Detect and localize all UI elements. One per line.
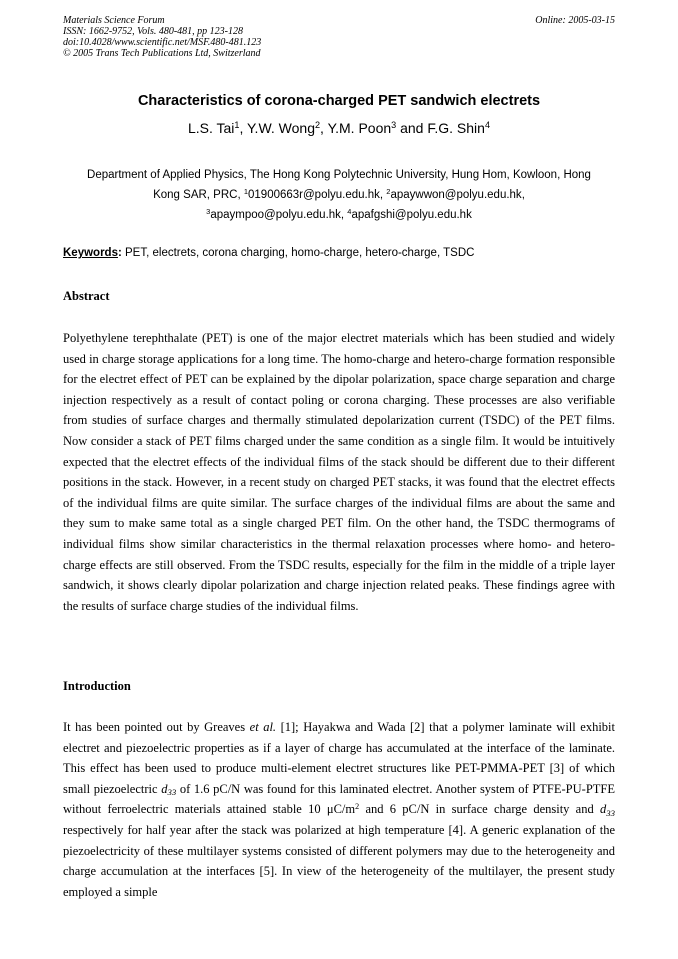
affiliation-text: Kong SAR, PRC, [153, 189, 244, 201]
intro-text: [1]; Hayakwa and Wada [2] that a polymer laminate will exhibit electret and piezoelectric properties as if a layer of charge has accumulated at the interface of the laminate. This effect has been used to produce multi-element electret structures like PET-PMMA-PET [3] of which small piezoelectric [63, 720, 616, 796]
intro-text: respectively for half year after the stack was polarized at high temperature [4]. A generic explanation of the piezoelectricity of these multilayer systems consisted of different polymers may due to the heterogeneity and charge accumulation at the interfaces [5]. In view of the heterogeneity of the multilayer, the present study employed a simple [63, 822, 615, 899]
author-affil-mark: 2 [314, 120, 321, 131]
abstract-text: Polyethylene terephthalate (PET) is one of the major electret materials which has been studied and widely used in charge storage applications for a long time. The homo-charge and hetero-charge formation responsible for the electret effect of PET can be explained by the dipolar polarization, space charge separation and charge injection respectively as a result of contact poling or corona charging. These processes are also verifiable from studies of surface charges and thermally stimulated depolarization current (TSDC) of the PET films. Now consider a stack of PET films charged under the same condition as a single film. It would be intuitively expected that the electret effects of the individual films of the stack should be different due to their different positions in the stack. However, in a recent study on charged PET stacks, it was found that the electret effects of the individual films are quite similar. The surface charges of the individual films are about the same and they sum to make same total as a single charged PET film. On the other hand, the TSDC thermograms of individual films show similar characteristics in the thermal relaxation processes where homo- and hetero- charge effects are still observed. From the TSDC results, especially for the film in the middle of a triple layer sandwich, it shows clearly dipolar polarization and charge injection related peaks. These findings agree with the results of surface charge studies of the individual films. [63, 331, 615, 613]
author-separator: , [320, 120, 328, 136]
journal-header [63, 15, 261, 59]
author-separator: , [239, 120, 248, 136]
email-mark: 2 [386, 187, 391, 197]
keywords-text: PET, electrets, corona charging, homo-charge, hetero-charge, TSDC [121, 247, 475, 259]
journal-doi: doi:10.4028/www.scientific.net/MSF.480-481.123 [63, 37, 262, 48]
email-mark: 3 [206, 207, 211, 217]
abstract-heading: Abstract [63, 289, 110, 303]
journal-name: Materials Science Forum [63, 15, 165, 26]
affiliation-line: Department of Applied Physics, The Hong Kong Polytechnic University, Hung Hom, Kowloon, Hong [87, 169, 591, 181]
intro-text: and 6 pC/N in surface charge density and [359, 802, 600, 817]
author-list [63, 120, 615, 136]
journal-copyright: © 2005 Trans Tech Publications Ltd, Switzerland [63, 48, 261, 59]
d33-subscript: 33 [606, 808, 615, 818]
paper-title: Characteristics of corona-charged PET sandwich electrets [137, 93, 541, 109]
author-affil-mark: 4 [484, 120, 490, 131]
email-mark: 1 [243, 187, 249, 197]
author-name: F.G. Shin [427, 120, 485, 136]
intro-text: It has been pointed out by Greaves [63, 720, 250, 734]
email-mark: 4 [347, 207, 352, 217]
author-affil-mark: 1 [234, 120, 240, 131]
author-name: Y.M. Poon [327, 120, 392, 136]
journal-issn: ISSN: 1662-9752, Vols. 480-481, pp 123-128 [63, 26, 243, 37]
affiliation-line [63, 185, 615, 205]
keywords-label: Keywords [63, 247, 118, 259]
email-separator: , [521, 189, 525, 201]
intro-etal: et al. [249, 720, 277, 734]
d33-variable: d [600, 802, 607, 817]
online-date: Online: 2005-03-15 [535, 15, 615, 26]
keywords-colon: : [117, 247, 122, 259]
affiliation-line [63, 205, 615, 225]
unit-exponent: 2 [355, 802, 360, 812]
email-separator: , [340, 209, 348, 221]
author-separator: and [396, 120, 428, 136]
email-address: apaympoo@polyu.edu.hk [210, 209, 341, 221]
introduction-heading: Introduction [63, 679, 131, 693]
affiliation [63, 165, 615, 225]
email-address: apafgshi@polyu.edu.hk [351, 209, 472, 221]
d33-subscript: 33 [167, 787, 177, 798]
email-address: 01900663r@polyu.edu.hk [248, 189, 380, 201]
author-name: L.S. Tai [187, 120, 235, 136]
d33-variable: d [161, 781, 168, 796]
intro-text: of 1.6 pC/N was found for this laminated electret. Another system of PTFE-PU-PTFE without ferroelectric materials attained stable 10 μC/m [63, 781, 615, 817]
email-address: apaywwon@polyu.edu.hk [390, 189, 522, 201]
keywords [63, 247, 615, 259]
email-separator: , [379, 189, 387, 201]
author-affil-mark: 3 [391, 120, 397, 131]
author-name: Y.W. Wong [247, 120, 315, 136]
introduction-text [63, 717, 615, 902]
